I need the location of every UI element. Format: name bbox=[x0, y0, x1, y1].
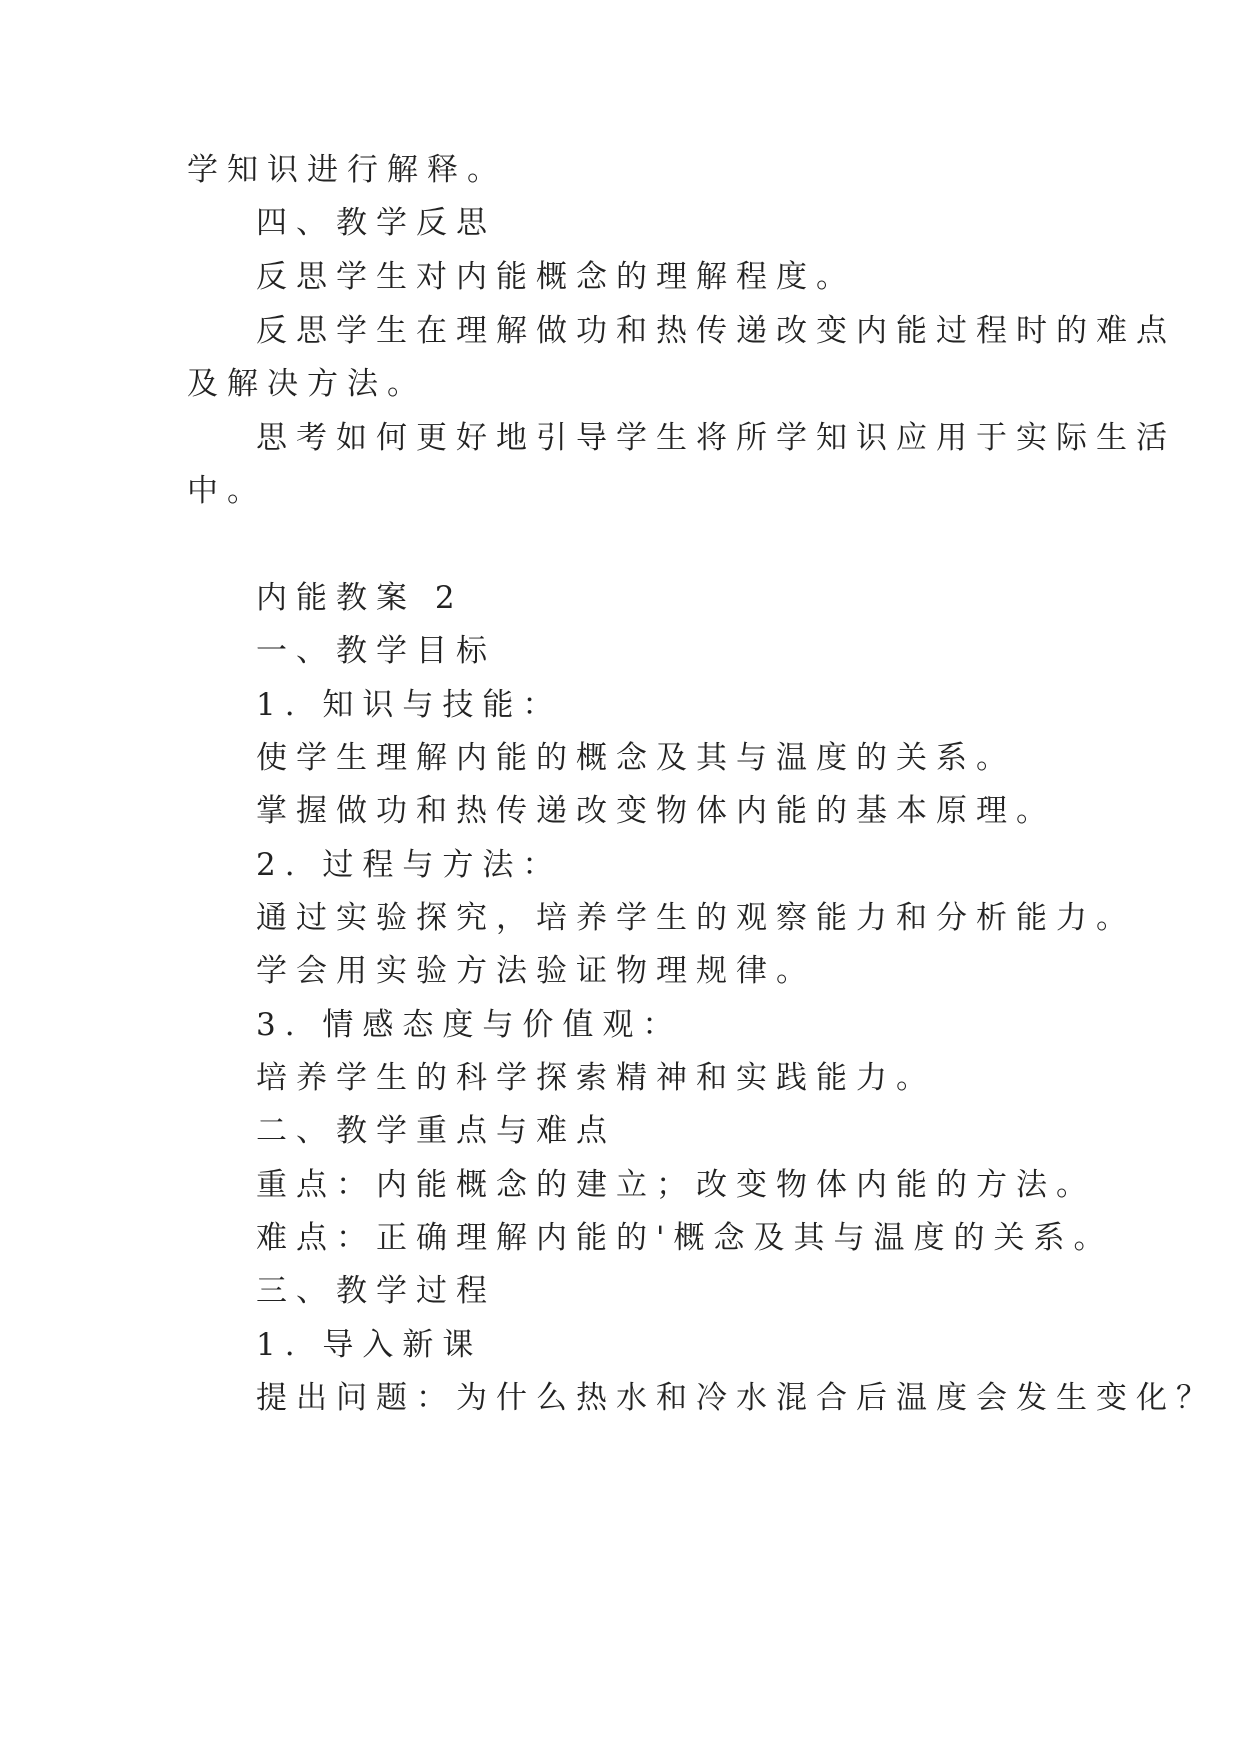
subsection-heading: 1. 知识与技能： bbox=[256, 687, 563, 723]
paragraph-line: 思考如何更好地引导学生将所学知识应用于实际生活 bbox=[256, 420, 1176, 456]
section-heading: 三、教学过程 bbox=[256, 1273, 496, 1309]
paragraph-line: 掌握做功和热传递改变物体内能的基本原理。 bbox=[256, 793, 1056, 829]
paragraph-line: 通过实验探究，培养学生的观察能力和分析能力。 bbox=[256, 900, 1136, 936]
paragraph-line: 中。 bbox=[187, 473, 267, 509]
paragraph-line: 及解决方法。 bbox=[187, 366, 427, 402]
paragraph-line: 使学生理解内能的概念及其与温度的关系。 bbox=[256, 740, 1016, 776]
paragraph-line: 培养学生的科学探索精神和实践能力。 bbox=[256, 1060, 936, 1096]
document-title: 内能教案 2 bbox=[256, 580, 464, 616]
subsection-heading: 2. 过程与方法： bbox=[256, 847, 563, 883]
paragraph-line: 学知识进行解释。 bbox=[187, 152, 507, 188]
paragraph-line: 反思学生在理解做功和热传递改变内能过程时的难点 bbox=[256, 313, 1176, 349]
subsection-heading: 1. 导入新课 bbox=[256, 1327, 483, 1363]
section-heading: 一、教学目标 bbox=[256, 633, 496, 669]
paragraph-line: 反思学生对内能概念的理解程度。 bbox=[256, 259, 856, 295]
paragraph-line: 难点：正确理解内能的'概念及其与温度的关系。 bbox=[256, 1220, 1114, 1256]
section-heading: 二、教学重点与难点 bbox=[256, 1113, 616, 1149]
paragraph-line: 提出问题：为什么热水和冷水混合后温度会发生变化？ bbox=[256, 1380, 1216, 1416]
paragraph-line: 学会用实验方法验证物理规律。 bbox=[256, 953, 816, 989]
subsection-heading: 3. 情感态度与价值观： bbox=[256, 1007, 683, 1043]
paragraph-line: 重点：内能概念的建立；改变物体内能的方法。 bbox=[256, 1167, 1096, 1203]
section-heading: 四、教学反思 bbox=[256, 205, 496, 241]
